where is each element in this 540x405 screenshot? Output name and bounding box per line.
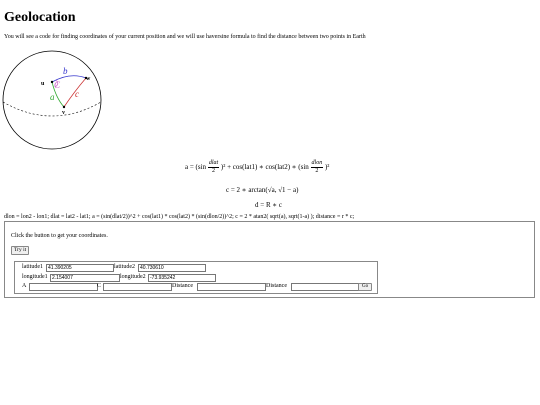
geolocation-panel	[4, 221, 535, 298]
label-u: u	[41, 81, 45, 87]
fraction-dlon: $\frac{\text{dlon}}{2}$	[311, 160, 323, 174]
c-input[interactable]	[103, 283, 172, 291]
instruction-text: Click the button to get your coordinates.	[11, 233, 108, 239]
a-input[interactable]	[29, 283, 98, 291]
intro-text: You will see a code for finding coordinates of your current position and we will use haversine formula to find the distance between two points in Earth	[4, 34, 366, 40]
point-v	[63, 106, 65, 108]
a-label: A	[22, 283, 27, 289]
label-v: v	[62, 110, 65, 116]
page-title: Geolocation	[4, 10, 76, 25]
label-C: C	[54, 80, 61, 90]
latitude1-label: latitude1	[22, 264, 43, 270]
haversine-formula-c: c = 2 ∗ arctan(√a, √1 − a)	[226, 186, 299, 194]
label-a: a	[50, 92, 55, 102]
label-w: w	[86, 76, 91, 82]
distance2-label: Distance	[266, 283, 287, 289]
longitude1-input[interactable]	[50, 274, 120, 282]
longitude2-label: longitude2	[120, 274, 146, 280]
spherical-triangle-diagram	[0, 50, 110, 155]
c-label: C	[97, 283, 102, 289]
equator-line	[3, 102, 101, 116]
try-it-button[interactable]: Try it	[11, 246, 29, 255]
fraction-dlat: $\frac{\text{dlat}}{2}$	[208, 160, 219, 174]
haversine-formula-d: d = R ∗ c	[255, 201, 282, 209]
distance1-input[interactable]	[197, 283, 266, 291]
latitude2-label: latitude2	[114, 264, 135, 270]
formula-code-text: dlon = lon2 - lon1; dlat = lat2 - lat1; a = (sin(dlat/2))^2 + cos(lat1) * cos(lat2) * (sin(dlon/2))^2; c = 2 * atan2( sqrt(a), sqrt(1-a) ); distance = r * c;	[4, 214, 355, 220]
point-u	[51, 81, 53, 83]
haversine-formula-a: a = (sin $\frac{\text{dlat}}{2}$ )² + cos(lat1) ∗ cos(lat2) ∗ (sin $\frac{\text{dlon}}{2}$ )²	[185, 160, 330, 174]
distance1-label: Distance	[172, 283, 193, 289]
label-b: b	[63, 66, 68, 76]
latitude1-input[interactable]	[46, 264, 114, 272]
longitude1-label: longitude1	[22, 274, 48, 280]
label-c: c	[75, 89, 79, 99]
longitude2-input[interactable]	[148, 274, 216, 282]
latitude2-input[interactable]	[138, 264, 206, 272]
coordinates-form	[14, 261, 378, 294]
distance2-input[interactable]	[291, 283, 359, 291]
go-button[interactable]: Go	[358, 283, 372, 291]
